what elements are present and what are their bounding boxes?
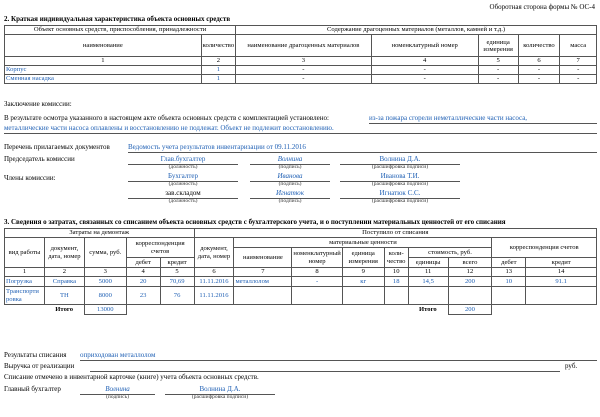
cell: 10 <box>492 277 526 287</box>
cell: 11.11.2016 <box>194 277 234 287</box>
totals-row <box>5 305 597 315</box>
members-label: Члены комиссии: <box>4 174 56 182</box>
cell: 200 <box>448 277 492 287</box>
col-nomen: номенклатурный номер <box>371 35 478 57</box>
num-cell: 5 <box>478 57 518 66</box>
results-value: оприходован металлолом <box>80 351 156 359</box>
num-cell: 5 <box>160 268 194 277</box>
cell: кг <box>342 277 384 287</box>
item-name: Сменная насадка <box>5 75 202 84</box>
num-cell: 7 <box>560 57 597 66</box>
chair-label: Председатель комиссии <box>4 155 75 163</box>
col-credit: кредит <box>160 258 194 268</box>
cell: 14,5 <box>408 277 448 287</box>
item-name: Корпус <box>5 66 202 75</box>
commission-title: Заключение комиссии: <box>4 100 72 108</box>
costs-group-header: Затраты на демонтаж <box>5 229 195 238</box>
caption-decode: (расшифровка подписи) <box>371 181 429 187</box>
cell: - <box>236 66 372 75</box>
col-munit: единица измерения <box>342 248 384 268</box>
caption-signature: (подпись) <box>278 181 302 187</box>
section2-table <box>4 25 597 84</box>
col-mnom: номенклатурный номер <box>292 248 342 268</box>
col-corr2: корреспонденция счетов <box>492 238 597 258</box>
caption-signature: (подпись) <box>106 394 129 400</box>
num-cell: 14 <box>526 268 597 277</box>
accountant-label: Главный бухгалтер <box>4 385 61 393</box>
caption-decode: (расшифровка подписи) <box>191 394 249 400</box>
object-group-header: Объект основных средств, приспособления, принадлежности <box>5 26 236 35</box>
spacer <box>126 305 408 315</box>
table-row <box>5 277 597 287</box>
cell: Транспорти ровка <box>5 287 45 305</box>
caption-position: (должность) <box>168 164 198 170</box>
num-cell: 4 <box>371 57 478 66</box>
cell: 76 <box>160 287 194 305</box>
spacer <box>492 305 597 315</box>
num-cell: 3 <box>84 268 126 277</box>
commission-text-value1: из-за пожара сгорели неметаллические части насоса, <box>369 114 528 122</box>
cell: - <box>560 75 597 84</box>
col-cost: стоимость, руб. <box>408 248 492 258</box>
section3-title: 3. Сведения о затратах, связанных со списанием объекта основных средств с бухгалтерского учета, и о поступлении материальных ценностей от его списания <box>4 218 506 226</box>
total-label: Итого <box>55 305 74 313</box>
commission-text-value2: металлические части насоса оплавлены и восстановлению не подлежат. Объект не подлежит восстановлению. <box>4 124 334 132</box>
signer-position: зав.складом <box>165 189 201 197</box>
col-debit2: дебет <box>492 258 526 268</box>
num-cell: 11 <box>408 268 448 277</box>
num-cell: 4 <box>126 268 160 277</box>
num-cell: 2 <box>201 57 235 66</box>
cell <box>408 287 448 305</box>
table-row <box>5 287 597 305</box>
table-row <box>5 66 597 75</box>
commission-text-prefix: В результате осмотра указанного в настоящем акте объекта основных средств с комплектацией установлено: <box>4 114 329 122</box>
rub-label: руб. <box>565 362 578 370</box>
docs-value: Ведомость учета результатов инвентаризации от 09.11.2016 <box>128 143 306 151</box>
col-corr: корреспонденция счетов <box>126 238 194 258</box>
cell: - <box>478 66 518 75</box>
num-cell: 7 <box>234 268 292 277</box>
cell: - <box>371 66 478 75</box>
col-debit: дебет <box>126 258 160 268</box>
cell: Погрузка <box>5 277 45 287</box>
col-mass: масса <box>560 35 597 57</box>
col-work-type: вид работы <box>5 238 45 268</box>
num-cell: 12 <box>448 268 492 277</box>
cell: ТН <box>44 287 84 305</box>
cell: - <box>560 66 597 75</box>
col-mat: материальные ценности <box>234 238 492 248</box>
signer-position: Глав.бухгалтер <box>160 155 206 163</box>
cell: - <box>292 277 342 287</box>
cell <box>342 287 384 305</box>
accountant-decode: Волнина Д.А. <box>199 385 241 393</box>
item-qty: 1 <box>201 66 235 75</box>
card-note: Списание отмечено в инвентарной карточке (книге) учета объекта основных средств. <box>4 373 259 381</box>
caption-signature: (подпись) <box>278 164 302 170</box>
signer-signature: Игнатюк <box>275 189 305 197</box>
num-cell: 1 <box>5 57 202 66</box>
caption-position: (должность) <box>168 198 198 204</box>
col-per-unit: единицы <box>408 258 448 268</box>
cell: 11.11.2016 <box>194 287 234 305</box>
col-qty: количество <box>201 35 235 57</box>
caption-decode: (расшифровка подписи) <box>371 164 429 170</box>
col-name: наименование <box>5 35 202 57</box>
col-metal-name: наименование драгоценных материалов <box>236 35 372 57</box>
num-cell: 10 <box>384 268 408 277</box>
section2-title: 2. Краткая индивидуальная характеристика объекта основных средств <box>4 15 231 23</box>
signer-position: Бухгалтер <box>167 172 199 180</box>
cell: 8000 <box>84 287 126 305</box>
col-qty2: количество <box>518 35 560 57</box>
cell <box>492 287 526 305</box>
total-sum2: 200 <box>448 305 492 315</box>
spacer <box>5 305 45 315</box>
cell: - <box>518 75 560 84</box>
section3-table <box>4 228 597 315</box>
cell <box>292 287 342 305</box>
col-doc2: документ, дата, номер <box>194 238 234 268</box>
num-cell: 2 <box>44 268 84 277</box>
num-cell: 3 <box>236 57 372 66</box>
caption-decode: (расшифровка подписи) <box>371 198 429 204</box>
cell <box>234 287 292 305</box>
cell: - <box>478 75 518 84</box>
cell <box>384 287 408 305</box>
total-sum: 13000 <box>84 305 126 315</box>
form-title: Оборотная сторона формы № ОС-4 <box>489 3 595 11</box>
cell: - <box>518 66 560 75</box>
cell: Справка <box>44 277 84 287</box>
cell: 91.1 <box>526 277 597 287</box>
item-qty: 1 <box>201 75 235 84</box>
num-cell: 9 <box>342 268 384 277</box>
cell: 20 <box>126 277 160 287</box>
accountant-signature: Волнина <box>105 385 130 393</box>
col-sum: сумма, руб. <box>84 238 126 268</box>
col-credit2: кредит <box>526 258 597 268</box>
signer-decode: Игнатюк С.С. <box>379 189 421 197</box>
num-cell: 1 <box>5 268 45 277</box>
cell: 23 <box>126 287 160 305</box>
cell: - <box>236 75 372 84</box>
num-cell: 6 <box>194 268 234 277</box>
cell <box>448 287 492 305</box>
metals-group-header: Содержание драгоценных материалов (металлов, камней и т.д.) <box>236 26 597 35</box>
total-label2: Итого <box>419 305 437 313</box>
table-row <box>5 75 597 84</box>
docs-label: Перечень прилагаемых документов <box>4 143 110 151</box>
signer-signature: Иванова <box>277 172 303 180</box>
num-cell: 8 <box>292 268 342 277</box>
col-mqty: коли-чество <box>384 248 408 268</box>
col-total: всего <box>448 258 492 268</box>
cell: 5000 <box>84 277 126 287</box>
col-doc: документ, дата, номер <box>44 238 84 268</box>
cell: 70,69 <box>160 277 194 287</box>
cell: металлолом <box>234 277 292 287</box>
cell <box>526 287 597 305</box>
cell: - <box>371 75 478 84</box>
col-unit: единица измерения <box>478 35 518 57</box>
num-cell: 13 <box>492 268 526 277</box>
col-mname: наименование <box>234 248 292 268</box>
caption-signature: (подпись) <box>278 198 302 204</box>
received-group-header: Поступило от списания <box>194 229 596 238</box>
cell: 18 <box>384 277 408 287</box>
num-cell: 6 <box>518 57 560 66</box>
signer-signature: Волнина <box>277 155 303 163</box>
signer-decode: Иванова Т.И. <box>380 172 420 180</box>
results-label: Результаты списания <box>4 351 67 359</box>
proceeds-label: Выручка от реализации <box>4 362 75 370</box>
caption-position: (должность) <box>168 181 198 187</box>
signer-decode: Волнина Д.А. <box>379 155 421 163</box>
